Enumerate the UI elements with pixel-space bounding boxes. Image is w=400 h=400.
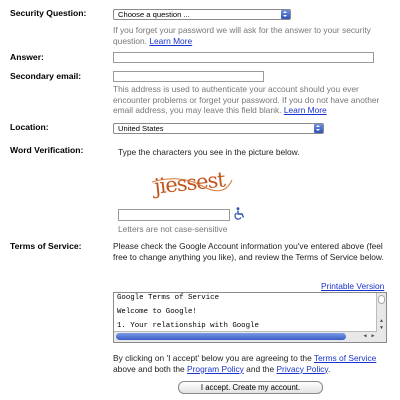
word-verification-instruction: Type the characters you see in the picture below. (118, 147, 300, 157)
wheelchair-icon[interactable] (233, 207, 245, 220)
word-verification-label: Word Verification: (10, 145, 84, 155)
tos-line: 1. Your relationship with Google (117, 322, 259, 330)
terms-label: Terms of Service: (10, 241, 82, 251)
captcha-text: jiessest (152, 167, 226, 199)
secondary-email-label: Secondary email: (10, 71, 82, 81)
program-policy-link[interactable]: Program Policy (187, 363, 244, 374)
agreement-end: . (327, 363, 331, 374)
secondary-email-learn-more-link[interactable]: Learn More (283, 105, 327, 116)
security-question-selected: Choose a question ... (118, 10, 190, 19)
security-question-select[interactable] (113, 9, 291, 20)
agreement-mid: above and both the (113, 363, 185, 374)
privacy-policy-link[interactable]: Privacy Policy (276, 363, 328, 374)
horizontal-scrollbar[interactable] (114, 331, 377, 342)
captcha-case-note: Letters are not case-sensitive (118, 224, 228, 234)
security-question-label: Security Question: (10, 8, 87, 18)
printable-version-link[interactable]: Printable Version (321, 281, 385, 291)
security-question-help (113, 25, 393, 46)
scroll-left-icon[interactable]: ◀ (363, 333, 367, 339)
dropdown-arrow-icon (281, 10, 290, 19)
vertical-scrollbar[interactable] (376, 293, 386, 332)
captcha-image (150, 160, 234, 204)
answer-label: Answer: (10, 52, 44, 62)
tos-line: Welcome to Google! (117, 308, 197, 316)
location-label: Location: (10, 122, 49, 132)
scroll-up-icon[interactable]: ▲ (379, 318, 383, 324)
agreement-prefix: By clicking on 'I accept' below you are agreeing to the (113, 353, 312, 363)
answer-input[interactable] (113, 52, 374, 63)
terms-agreement-text (113, 353, 393, 374)
secondary-email-input[interactable] (113, 71, 264, 82)
location-selected: United States (118, 124, 164, 133)
agreement-and: and the (246, 363, 275, 374)
terms-text-box[interactable] (113, 292, 387, 343)
tos-line: Google Terms of Service (117, 294, 220, 302)
scrollbar-corner (377, 332, 386, 342)
dropdown-arrow-icon (314, 124, 323, 133)
secondary-email-help (113, 84, 393, 116)
accept-create-account-button[interactable]: I accept. Create my account. (178, 381, 323, 394)
terms-of-service-link[interactable]: Terms of Service (313, 353, 377, 363)
location-select[interactable] (113, 123, 324, 134)
horizontal-scroll-thumb[interactable] (116, 333, 346, 340)
security-question-help-text: If you forget your password we will ask for the answer to your security question. (113, 25, 371, 46)
scroll-down-icon[interactable]: ▼ (379, 325, 383, 331)
terms-intro: Please check the Google Account information you've entered above (feel free to change anything you like), and review the Terms of Service below. (113, 241, 384, 262)
captcha-input[interactable] (118, 209, 230, 221)
scroll-right-icon[interactable]: ▶ (371, 333, 375, 339)
secondary-email-help-text: This address is used to authenticate your account should you ever encounter problems or forget your password. If you do not have another email address, you may leave this field blank. (113, 84, 380, 116)
security-question-learn-more-link[interactable]: Learn More (149, 35, 193, 46)
vertical-scroll-thumb[interactable] (378, 295, 385, 304)
